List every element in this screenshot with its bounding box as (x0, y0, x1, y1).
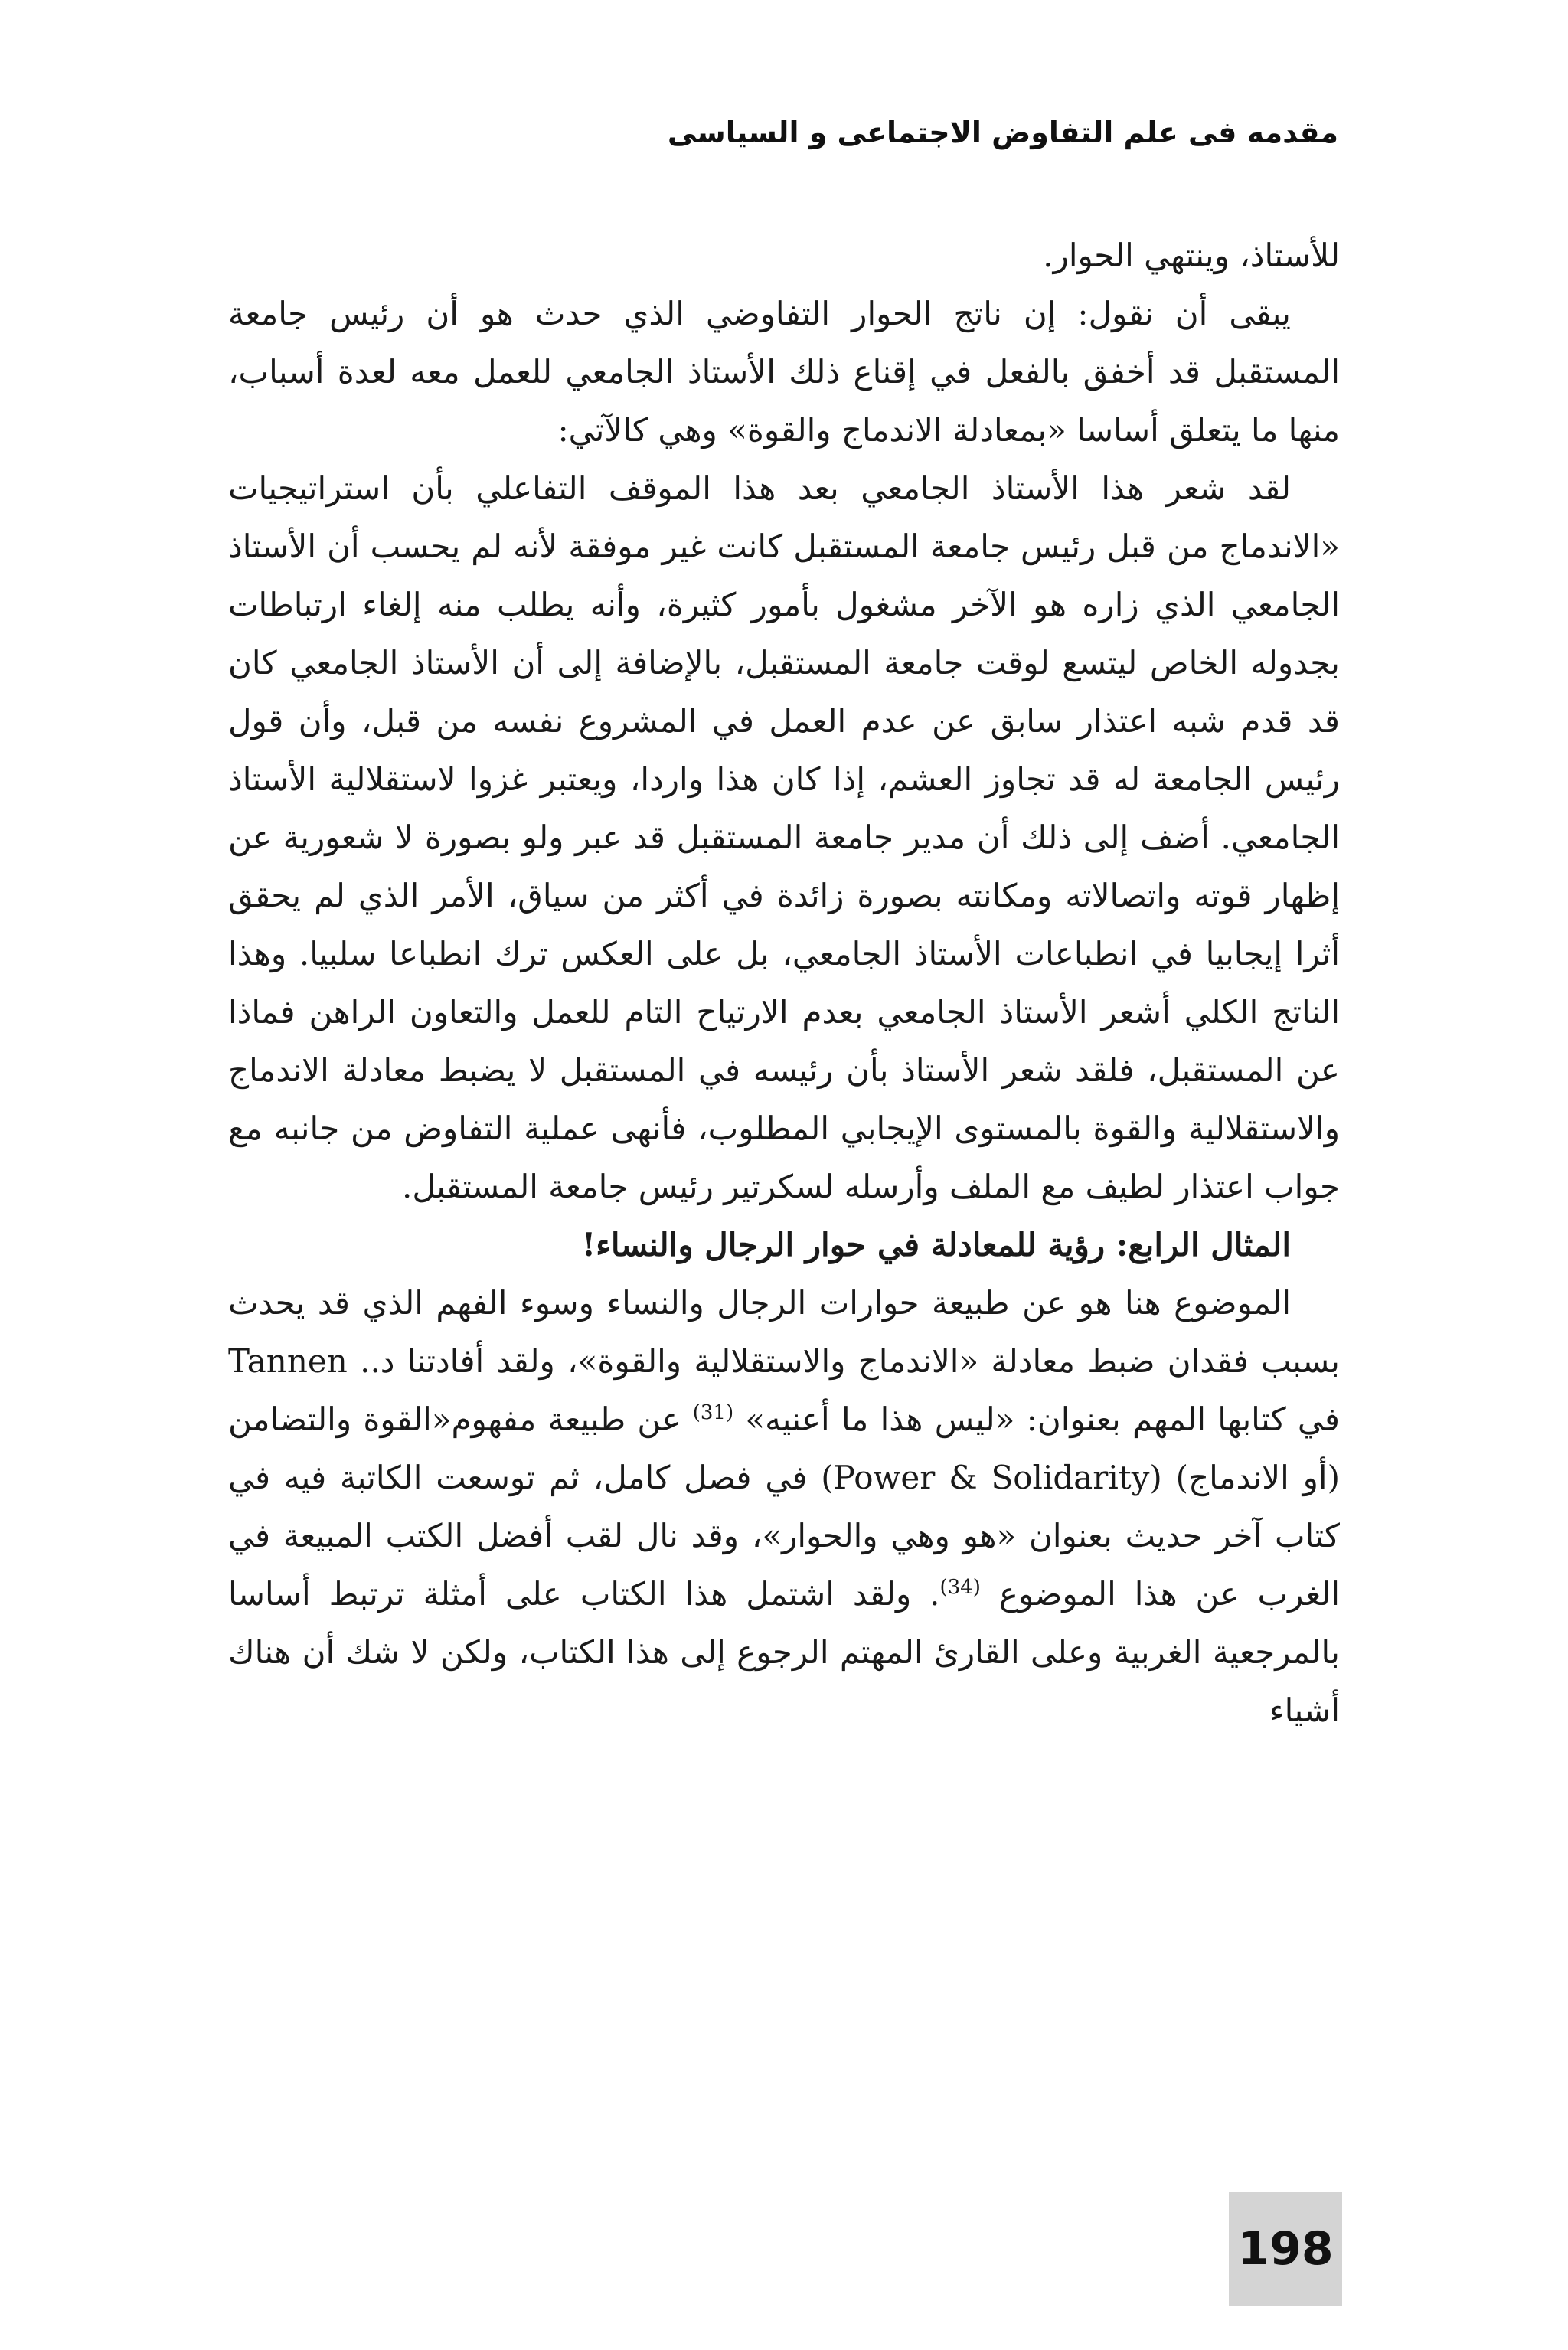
footnote-ref-34: (34) (939, 1576, 981, 1599)
paragraph-text-part-1: الموضوع هنا هو عن طبيعة حوارات الرجال والنساء وسوء الفهم الذي قد يحدث بسبب فقدان ضبط معادلة «الاندماج والاستقلالية والقوة»، ولقد أفادتنا د.. Tannen في كتابها المهم بعنوان: «ليس هذا ما أعنيه» (228, 1284, 1340, 1438)
page-number-box (1229, 2192, 1342, 2306)
section-heading: المثال الرابع: رؤية للمعادلة في حوار الرجال والنساء! (581, 1226, 1291, 1263)
paragraph-analysis: لقد شعر هذا الأستاذ الجامعي بعد هذا الموقف التفاعلي بأن استراتيجيات «الاندماج من قبل رئيس جامعة المستقبل كانت غير موفقة لأنه لم يحسب أن الأستاذ الجامعي الذي زاره هو الآخر مشغول بأمور كثيرة، وأنه يطلب منه إلغاء ارتباطات بجدوله الخاص ليتسع لوقت جامعة المستقبل، بالإضافة إلى أن الأستاذ الجامعي كان قد قدم شبه اعتذار سابق عن عدم العمل في المشروع نفسه من قبل، وأن قول رئيس الجامعة له قد تجاوز العشم، إذا كان هذا واردا، ويعتبر غزوا لاستقلالية الأستاذ الجامعي. أضف إلى ذلك أن مدير جامعة المستقبل قد عبر ولو بصورة لا شعورية عن إظهار قوته واتصالاته ومكانته بصورة زائدة في أكثر من سياق، الأمر الذي لم يحقق أثرا إيجابيا في انطباعات الأستاذ الجامعي، بل على العكس ترك انطباعا سلبيا. وهذا الناتج الكلي أشعر الأستاذ الجامعي بعدم الارتياح التام للعمل والتعاون الراهن فماذا عن المستقبل، فلقد شعر الأستاذ بأن رئيسه في المستقبل لا يضبط معادلة الاندماج والاستقلالية والقوة بالمستوى الإيجابي المطلوب، فأنهى عملية التفاوض من جانبه مع جواب اعتذار لطيف مع الملف وأرسله لسكرتير رئيس جامعة المستقبل. (228, 469, 1340, 1205)
paragraph-summary: يبقى أن نقول: إن ناتج الحوار التفاوضي الذي حدث هو أن رئيس جامعة المستقبل قد أخفق بالفعل في إقناع ذلك الأستاذ الجامعي للعمل معه لعدة أسباب، منها ما يتعلق أساسا «بمعادلة الاندماج والقوة» وهي كالآتي: (228, 295, 1340, 449)
paragraph-example-four (228, 1274, 1340, 1740)
running-header: مقدمه فى علم التفاوض الاجتماعى و السياسى (667, 116, 1338, 149)
body-text (228, 227, 1340, 1740)
footnote-ref-31: (31) (692, 1401, 734, 1424)
page-number: 198 (1237, 2222, 1334, 2276)
paragraph-text-part-3: . ولقد اشتمل هذا الكتاب على أمثلة ترتبط أساسا بالمرجعية الغربية وعلى القارئ المهتم الرجوع إلى هذا الكتاب، ولكن لا شك أن هناك أشياء (228, 1575, 1340, 1729)
paragraph-continuation: للأستاذ، وينتهي الحوار. (1043, 237, 1340, 274)
paragraph-text-part-2: عن طبيعة مفهوم«القوة والتضامن (أو الاندماج) (Power & Solidarity) في فصل كامل، ثم توسعت الكاتبة فيه في كتاب آخر حديث بعنوان «هو وهي والحوار»، وقد نال لقب أفضل الكتب المبيعة في الغرب عن هذا الموضوع (228, 1401, 1340, 1613)
